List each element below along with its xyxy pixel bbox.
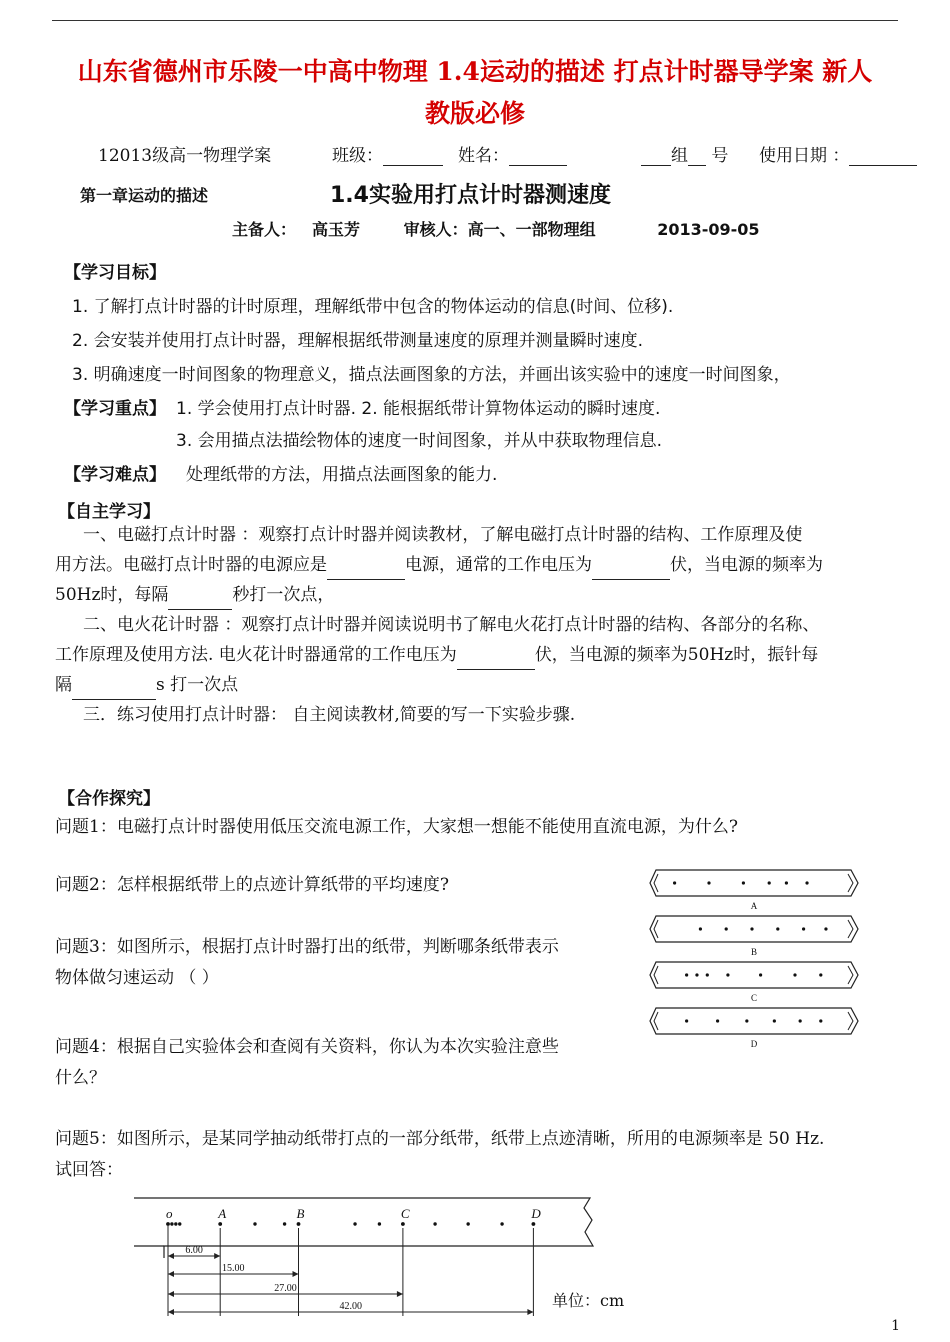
question-5-line2: 试回答： [55, 1160, 123, 1180]
tape-point-label: A [218, 1206, 227, 1221]
ticker-tape-figure [132, 1190, 612, 1320]
goal-item-1: 1. 了解打点计时器的计时原理，理解纸带中包含的物体运动的信息(时间、位移). [72, 297, 674, 317]
arrow-head [168, 1271, 174, 1277]
strip-dot [824, 927, 827, 930]
authors-row: 主备人： 高玉芳 审核人：高一、一部物理组 2013-09-05 [232, 220, 760, 239]
voltage-blank-1 [592, 561, 670, 580]
tape-dot [466, 1222, 469, 1225]
strip-dot [819, 973, 822, 976]
strip-dot [793, 973, 796, 976]
strip-end-mark [848, 1012, 853, 1030]
document-title-line1: 山东省德州市乐陵一中高中物理 1.4运动的描述 打点计时器导学案 新人 [77, 57, 873, 86]
measure-value: 6.00 [185, 1245, 203, 1256]
question-4-line2: 什么？ [55, 1068, 106, 1088]
strip-dot [685, 1019, 688, 1022]
tape-dot [170, 1222, 173, 1225]
strip-dot [706, 973, 709, 976]
chapter-label: 第一章运动的描述 [80, 186, 209, 205]
strip-dot [768, 881, 771, 884]
strip-dot [805, 881, 808, 884]
key-points-line1: 1. 学会使用打点计时器. 2. 能根据纸带计算物体运动的瞬时速度. [176, 399, 661, 419]
strip-label: A [750, 901, 758, 911]
tape-dot [378, 1222, 381, 1225]
tape-dot [253, 1222, 256, 1225]
arrow-head [397, 1291, 403, 1297]
self-study-body: 一、电磁打点计时器 ：观察打点计时器并阅读教材，了解电磁打点计时器的结构、工作原理及使 用方法。电磁打点计时器的电源应是 电源，通常的工作电压为 伏，当电源的频率为 50Hz时，每隔 秒打一次点， 二、电火花计时器 ：观察打点计时器并阅读说明书了解电火花打点计时器的结构、各部分的名称、 工作原理及使用方法. 电火花计时器通常的工作电压为 伏，当电源的频率为50Hz时，振针每 隔 s 打一次点 三．练习使用打点计时器： 自主阅读教材,简要的写一下实验步骤. [55, 525, 823, 725]
goal-item-3: 3. 明确速度一时间图象的物理意义，描点法画图象的方法，并画出该实验中的速度一时间图象， [72, 365, 791, 385]
paper-strip-A [650, 870, 858, 896]
grade-label: 12013级高一物理学案 [98, 146, 272, 166]
strip-end-mark [654, 966, 658, 984]
strip-end-mark [654, 1012, 658, 1030]
tape-point-label: o [166, 1206, 173, 1221]
date-blank [849, 147, 917, 166]
strip-dot [819, 1019, 822, 1022]
strip-dot [716, 1019, 719, 1022]
strip-end-mark [654, 920, 658, 938]
difficulty-heading: 【学习难点】 [64, 465, 166, 485]
interval-blank-2 [72, 681, 156, 700]
tape-dot [178, 1222, 181, 1225]
arrow-head [168, 1309, 174, 1315]
strip-dot [799, 1019, 802, 1022]
tape-dot [500, 1222, 503, 1225]
measure-value: 15.00 [222, 1263, 245, 1274]
arrow-head [293, 1271, 299, 1277]
coop-heading: 【合作探究】 [58, 789, 160, 809]
strip-dot [776, 927, 779, 930]
strip-dot [699, 927, 702, 930]
class-blank [383, 147, 443, 166]
question-3-line1: 问题3：如图所示，根据打点计时器打出的纸带，判断哪条纸带表示 [55, 937, 559, 957]
document-title-line2: 教版必修 [424, 99, 525, 128]
strip-dot [673, 881, 676, 884]
strip-end-mark [654, 874, 658, 892]
class-field: 班级： [332, 141, 443, 166]
difficulty-text: 处理纸带的方法，用描点法画图象的能力. [186, 465, 498, 485]
arrow-head [168, 1253, 174, 1259]
strip-label: B [750, 947, 758, 957]
goals-heading: 【学习目标】 [64, 263, 166, 283]
tape-dot [433, 1222, 436, 1225]
question-4-line1: 问题4：根据自己实验体会和查阅有关资料，你认为本次实验注意些 [55, 1037, 559, 1057]
unit-label: 单位：cm [552, 1291, 625, 1310]
header-rule [52, 20, 898, 21]
name-blank [509, 147, 567, 166]
tape-point-C [401, 1222, 405, 1226]
tape-point-label: C [400, 1206, 410, 1221]
self-study-heading: 【自主学习】 [58, 502, 160, 522]
tape-dot [353, 1222, 356, 1225]
tape-point-label: B [296, 1206, 305, 1221]
page-number: 1 [891, 1318, 900, 1334]
strip-dot [695, 973, 698, 976]
measure-value: 42.00 [339, 1301, 362, 1312]
tape-dot [174, 1222, 177, 1225]
arrow-head [527, 1309, 533, 1315]
question-2: 问题2：怎样根据纸带上的点迹计算纸带的平均速度? [55, 875, 449, 895]
strip-dot [745, 1019, 748, 1022]
power-type-blank [327, 561, 405, 580]
strip-dot [802, 927, 805, 930]
voltage-blank-2 [457, 651, 535, 670]
strip-dot [685, 973, 688, 976]
strip-dot [725, 927, 728, 930]
strip-label: C [750, 993, 758, 1003]
arrow-head [214, 1253, 220, 1259]
strip-dot [726, 973, 729, 976]
strip-end-mark [848, 966, 853, 984]
tape-point-B [297, 1222, 301, 1226]
key-points-line2: 3. 会用描点法描绘物体的速度一时间图象，并从中获取物理信息. [176, 431, 663, 451]
arrow-head [168, 1291, 174, 1297]
paper-strip-D [650, 1008, 858, 1034]
strip-dot [707, 881, 710, 884]
strip-label: D [750, 1039, 758, 1049]
question-5-line1: 问题5：如图所示，是某同学抽动纸带打点的一部分纸带，纸带上点迹清晰，所用的电源频率是 50 Hz. [55, 1129, 825, 1149]
lesson-topic: 1.4实验用打点计时器测速度 [330, 183, 611, 208]
strip-dot [750, 927, 753, 930]
question-3-line2: 物体做匀速运动 （ ） [55, 968, 219, 988]
question-1: 问题1：电磁打点计时器使用低压交流电源工作，大家想一想能不能使用直流电源，为什么? [55, 817, 738, 837]
strip-end-mark [848, 874, 853, 892]
paper-strips-figure [646, 866, 862, 1060]
tape-dot [283, 1222, 286, 1225]
strip-dot [759, 973, 762, 976]
tape-point-A [218, 1222, 222, 1226]
date-field: 使用日期 ： [759, 141, 917, 166]
tape-point-label: D [531, 1206, 541, 1221]
goal-item-2: 2. 会安装并使用打点计时器，理解根据纸带测量速度的原理并测量瞬时速度. [72, 331, 644, 351]
name-field: 姓名： [458, 141, 567, 166]
strip-dot [785, 881, 788, 884]
strip-dot [773, 1019, 776, 1022]
strip-dot [742, 881, 745, 884]
key-points-heading: 【学习重点】 [64, 399, 166, 419]
tape-point-D [532, 1222, 536, 1226]
strip-end-mark [848, 920, 853, 938]
interval-blank-1 [168, 591, 232, 610]
paper-strip-C [650, 962, 858, 988]
group-field: 组 号 [641, 141, 728, 166]
tape-point-o [166, 1222, 170, 1226]
measure-value: 27.00 [274, 1283, 297, 1294]
